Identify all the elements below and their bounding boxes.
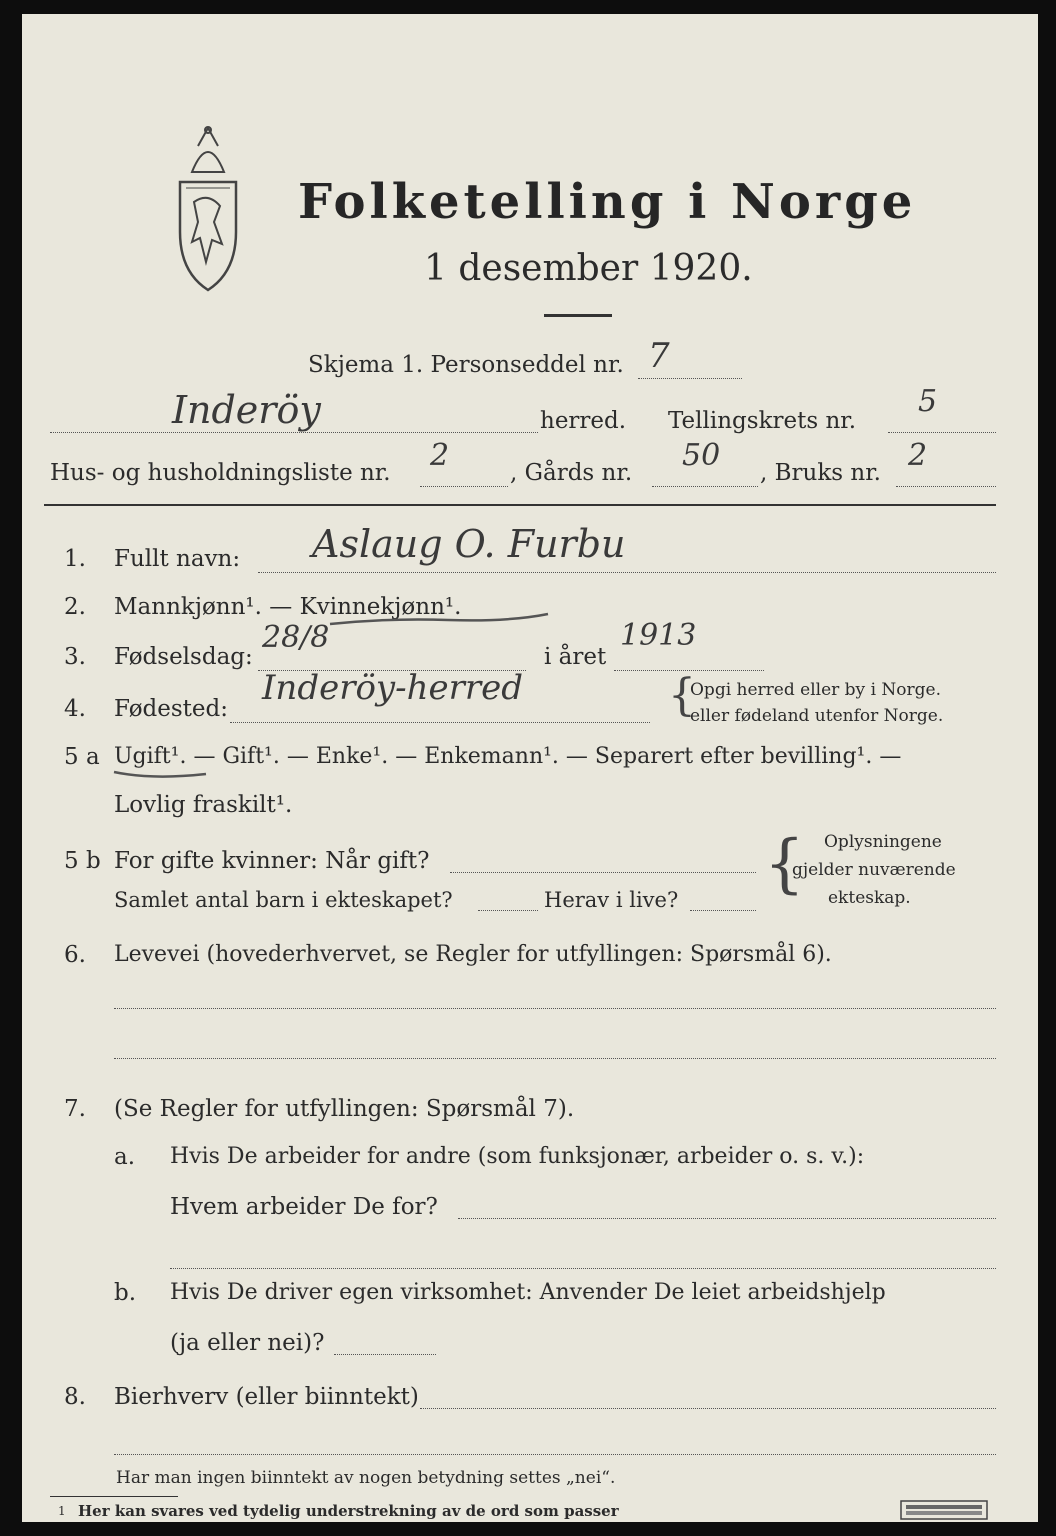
birth-year-value: 1913 bbox=[620, 618, 697, 653]
herred-field-line bbox=[50, 432, 538, 433]
q5a-number: 5 a bbox=[64, 744, 100, 770]
q4-label: Fødested: bbox=[114, 696, 229, 722]
q5b-children-field-line bbox=[478, 910, 538, 911]
q8-number: 8. bbox=[64, 1384, 86, 1410]
tellingskrets-field-line bbox=[888, 432, 996, 433]
q5b-label: For gifte kvinner: Når gift? bbox=[114, 848, 430, 874]
bruks-label: , Bruks nr. bbox=[760, 460, 881, 486]
footnote-text: Her kan svares ved tydelig understrekning av de ord som passer bbox=[78, 1502, 619, 1520]
gards-label: , Gårds nr. bbox=[510, 460, 633, 486]
gards-field-line bbox=[652, 486, 758, 487]
header-divider bbox=[44, 504, 996, 506]
birthplace-value: Inderöy-herred bbox=[262, 668, 524, 708]
q7b-letter: b. bbox=[114, 1280, 137, 1306]
q7a-label-line2: Hvem arbeider De for? bbox=[170, 1194, 438, 1220]
form-title: Folketelling i Norge bbox=[298, 174, 917, 230]
herred-value: Inderöy bbox=[172, 388, 321, 432]
q5b-note-line1: Oplysningene bbox=[824, 832, 942, 852]
q7-label: (Se Regler for utfyllingen: Spørsmål 7). bbox=[114, 1096, 575, 1122]
footnote-divider bbox=[50, 1496, 178, 1497]
q8-label: Bierhverv (eller biinntekt) bbox=[114, 1384, 419, 1410]
biinntekt-note: Har man ingen biinntekt av nogen betydning settes „nei“. bbox=[116, 1468, 616, 1488]
q5b-note-line2: gjelder nuværende bbox=[792, 860, 956, 880]
q2-number: 2. bbox=[64, 594, 86, 620]
bruks-value: 2 bbox=[908, 438, 928, 473]
footnote-number: 1 bbox=[58, 1504, 66, 1518]
norwegian-coat-of-arms-icon bbox=[162, 122, 254, 294]
q3-number: 3. bbox=[64, 644, 86, 670]
q8-field-line-2 bbox=[114, 1454, 996, 1455]
q5b-alive-field-line bbox=[690, 910, 756, 911]
q1-field-line bbox=[258, 572, 996, 573]
q1-label: Fullt navn: bbox=[114, 546, 241, 572]
q5b-children-label: Samlet antal barn i ekteskapet? bbox=[114, 888, 453, 912]
q5b-married-field-line bbox=[450, 872, 756, 873]
ugift-underline-mark bbox=[112, 768, 208, 782]
q6-number: 6. bbox=[64, 942, 86, 968]
q7b-field-line bbox=[334, 1354, 436, 1355]
census-date: 1 desember 1920. bbox=[424, 248, 753, 289]
q3-label: Fødselsdag: bbox=[114, 644, 253, 670]
husholdningsliste-label: Hus- og husholdningsliste nr. bbox=[50, 460, 391, 486]
q8-field-line-1 bbox=[420, 1408, 996, 1409]
kvinnekjonn-underline-mark bbox=[328, 610, 550, 630]
q7a-field-line-1 bbox=[458, 1218, 996, 1219]
census-form-page bbox=[22, 14, 1038, 1522]
q1-number: 1. bbox=[64, 546, 86, 572]
skjema-field-line bbox=[638, 378, 742, 379]
herred-label: herred. bbox=[540, 408, 627, 434]
q5b-note-line3: ekteskap. bbox=[828, 888, 911, 908]
q7a-letter: a. bbox=[114, 1144, 136, 1170]
q4-number: 4. bbox=[64, 696, 86, 722]
printer-stamp-icon bbox=[900, 1500, 988, 1520]
q7b-label: Hvis De driver egen virksomhet: Anvender De leiet arbeidshjelp bbox=[170, 1280, 886, 1305]
bruks-field-line bbox=[896, 486, 996, 487]
q7a-label: Hvis De arbeider for andre (som funksjonær, arbeider o. s. v.): bbox=[170, 1144, 865, 1169]
q6-field-line-1 bbox=[114, 1008, 996, 1009]
q5b-alive-label: Herav i live? bbox=[544, 888, 679, 912]
q4-note-line2: eller fødeland utenfor Norge. bbox=[690, 706, 944, 726]
q7a-field-line-2 bbox=[170, 1268, 996, 1269]
q4-field-line bbox=[230, 722, 650, 723]
husholdningsliste-field-line bbox=[420, 486, 508, 487]
q5a-label-line2: Lovlig fraskilt¹. bbox=[114, 792, 293, 818]
gards-value: 50 bbox=[682, 438, 721, 473]
tellingskrets-value: 5 bbox=[918, 384, 938, 419]
birthday-value: 28/8 bbox=[262, 620, 330, 655]
q6-field-line-2 bbox=[114, 1058, 996, 1059]
personseddel-number: 7 bbox=[648, 336, 670, 376]
skjema-label: Skjema 1. Personseddel nr. bbox=[308, 352, 624, 378]
tellingskrets-label: Tellingskrets nr. bbox=[668, 408, 857, 434]
q2-label: Mannkjønn¹. — Kvinnekjønn¹. bbox=[114, 594, 462, 620]
q7b-label-line2: (ja eller nei)? bbox=[170, 1330, 325, 1356]
title-divider bbox=[544, 314, 612, 317]
q5a-label: Ugift¹. — Gift¹. — Enke¹. — Enkemann¹. — Separert efter bevilling¹. — bbox=[114, 744, 902, 769]
q4-brace: { bbox=[668, 670, 696, 721]
full-name-value: Aslaug O. Furbu bbox=[312, 522, 626, 566]
q3-year-label: i året bbox=[544, 644, 607, 670]
husholdningsliste-value: 2 bbox=[430, 438, 450, 473]
q7-number: 7. bbox=[64, 1096, 86, 1122]
q5b-number: 5 b bbox=[64, 848, 101, 874]
q6-label: Levevei (hovederhvervet, se Regler for utfyllingen: Spørsmål 6). bbox=[114, 942, 832, 967]
q4-note-line1: Opgi herred eller by i Norge. bbox=[690, 680, 941, 700]
q5b-brace: { bbox=[764, 827, 805, 901]
